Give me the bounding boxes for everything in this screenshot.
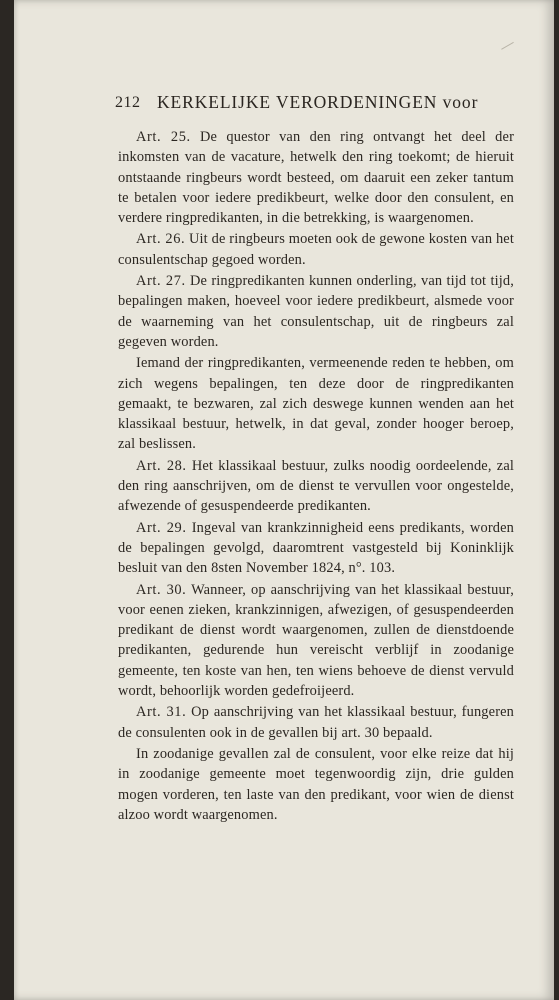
article-27-continuation <box>118 353 514 454</box>
article-label: Art. 25. <box>136 129 191 145</box>
article-text: Op aanschrijving van het klassikaal bestuur, fungeren de consulenten ook in de gevallen bij art. 30 bepaald. <box>118 704 515 741</box>
article-30 <box>118 580 514 702</box>
page-mark <box>496 33 514 50</box>
article-text: Het klassikaal bestuur, zulks noodig oordeelende, zal den ring aanschrijven, om de dienst te vervullen voor ongestelde, afwezende of gesuspendeerde predikanten. <box>118 457 515 515</box>
article-label: Art. 27. <box>136 273 186 290</box>
article-text: Ingeval van krankzinnigheid eens predikants, worden de bepalingen gevolgd, daaromtrent vastgesteld bij Koninklijk besluit van den 8sten November 1824, n°. 103. <box>118 519 514 577</box>
article-29 <box>118 518 514 579</box>
article-label: Art. 30. <box>136 581 187 598</box>
paragraph-text: Iemand der ringpredikanten, vermeenende reden te hebben, om zich wegens bepalingen, ten deze door de ringpredikanten gemaakt, te bezwaren, zal zich deswege kunnen wenden aan het klassikaal bestuur, hetwelk, in dat geval, zonder hooger beroep, zal beslissen. <box>118 355 514 453</box>
article-text: De questor van den ring ontvangt het deel der inkomsten van de vacature, hetwelk den ring toekomt; de hieruit ontstaande ringbeurs wordt besteed, om daaruit een zeker tantum te betalen voor iedere predikbeurt, welke door den consulent, en verdere ringpredikanten, in die betrekking, is waargenomen. <box>118 129 515 227</box>
article-text: Uit de ringbeurs moeten ook de gewone kosten van het consulentschap gegoed worden. <box>118 231 514 268</box>
article-31-continuation <box>118 744 514 825</box>
article-label: Art. 31. <box>136 704 187 721</box>
article-25 <box>118 127 514 228</box>
article-label: Art. 29. <box>136 519 187 536</box>
page-body <box>118 127 514 826</box>
page-header <box>115 92 480 116</box>
article-label: Art. 28. <box>136 457 187 474</box>
book-page <box>14 0 554 1000</box>
article-31 <box>118 702 514 743</box>
page-number: 212 <box>115 94 141 111</box>
article-26 <box>118 229 514 270</box>
article-28 <box>118 456 514 517</box>
paragraph-text: In zoodanige gevallen zal de consulent, voor elke reize dat hij in zoodanige gemeente moet tegenwoordig zijn, drie gulden mogen vorderen, ten laste van den predikant, voor wien de dienst alzoo wordt waargenomen. <box>118 745 514 823</box>
article-text: De ringpredikanten kunnen onderling, van tijd tot tijd, bepalingen maken, hoeveel voor iedere predikbeurt, alsmede voor de waarneming van het consulentschap, uit de ringbeurs zal gegeven worden. <box>118 273 514 350</box>
article-27 <box>118 271 514 352</box>
article-label: Art. 26. <box>136 231 186 248</box>
running-title: KERKELIJKE VERORDENINGEN voor <box>157 92 479 112</box>
article-text: Wanneer, op aanschrijving van het klassikaal bestuur, voor eenen zieken, krankzinnigen, afwezigen, of gesuspendeerden predikant de dienst wordt waargenomen, zullen de dienstdoende predikanten, gedurende hun vereischt verblijf in zoodanige gemeente, ten koste van hen, ten wiens behoeve de dienst vervuld wordt, behoorlijk worden gedefroijeerd. <box>118 581 514 700</box>
